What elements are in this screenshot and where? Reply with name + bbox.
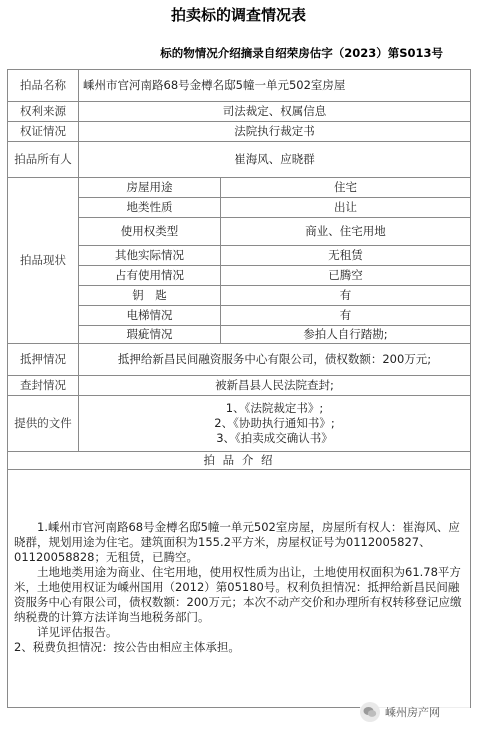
status-label: 拍品现状 xyxy=(8,178,79,344)
source-watermark xyxy=(360,699,470,725)
report-reference: 标的物情况介绍摘录自绍荣房估字（2023）第S013号 xyxy=(160,46,443,60)
rights-cert-label: 权证情况 xyxy=(8,122,79,142)
table-row xyxy=(8,122,471,142)
table-row xyxy=(8,452,471,470)
table-row xyxy=(8,396,471,452)
table-row xyxy=(8,470,471,708)
status-key: 电梯情况 xyxy=(79,306,221,326)
document-item: 2、《协助执行通知书》; xyxy=(214,416,335,430)
status-key: 钥 匙 xyxy=(79,286,221,306)
item-name-label: 拍品名称 xyxy=(8,70,79,102)
seizure-value: 被新昌县人民法院查封; xyxy=(79,376,471,396)
owner-value: 崔海风、应晓群 xyxy=(79,142,471,178)
status-key: 占有使用情况 xyxy=(79,266,221,286)
status-key: 地类性质 xyxy=(79,198,221,218)
status-value: 有 xyxy=(221,286,471,306)
document-item: 1、《法院裁定书》; xyxy=(225,401,324,415)
documents-list xyxy=(79,396,471,452)
rights-source-label: 权利来源 xyxy=(8,102,79,122)
intro-paragraph: 详见评估报告。 xyxy=(37,625,118,639)
mortgage-label: 抵押情况 xyxy=(8,344,79,376)
table-row xyxy=(8,376,471,396)
table-row xyxy=(8,102,471,122)
page-title: 拍卖标的调查情况表 xyxy=(170,6,306,24)
rights-source-value: 司法裁定、权属信息 xyxy=(79,102,471,122)
status-key: 使用权类型 xyxy=(79,218,221,246)
intro-paragraph: 1.嵊州市官河南路68号金樽名邸5幢一单元502室房屋，房屋所有权人：崔海风、应晓群，规划用途为住宅。建筑面积为155.2平方米，房屋权证号为0112005827、01120058828；无租赁，已腾空。 xyxy=(14,520,460,564)
tax-note: 2、税费负担情况：按公告由相应主体承担。 xyxy=(14,640,240,654)
item-name-value: 嵊州市官河南路68号金樽名邸5幢一单元502室房屋 xyxy=(79,70,471,102)
owner-label: 拍品所有人 xyxy=(8,142,79,178)
intro-heading: 拍 品 介 绍 xyxy=(8,452,471,470)
watermark-text: 嵊州房产网 xyxy=(385,706,440,719)
mortgage-value: 抵押给新昌民间融资服务中心有限公司，债权数额：200万元; xyxy=(79,344,471,376)
intro-paragraph: 土地地类用途为商业、住宅用地，使用权性质为出让，土地使用权面积为61.78平方米，土地使用权证为嵊州国用（2012）第05180号。权利负担情况：抵押给新昌民间融资服务中心有限公司，债权数额：200万元；本次不动产交价和办理所有权转移登记应缴纳税费的计算方法详询当地税务部门。 xyxy=(14,565,462,624)
wechat-icon xyxy=(360,702,380,722)
seizure-label: 查封情况 xyxy=(8,376,79,396)
table-row xyxy=(8,344,471,376)
status-value: 无租赁 xyxy=(221,246,471,266)
status-key: 房屋用途 xyxy=(79,178,221,198)
status-value: 已腾空 xyxy=(221,266,471,286)
status-value: 住宅 xyxy=(221,178,471,198)
survey-table xyxy=(7,69,471,708)
status-key: 其他实际情况 xyxy=(79,246,221,266)
documents-label: 提供的文件 xyxy=(8,396,79,452)
table-row xyxy=(8,142,471,178)
status-key: 瑕疵情况 xyxy=(79,326,221,344)
status-value: 有 xyxy=(221,306,471,326)
table-row xyxy=(8,70,471,102)
table-row xyxy=(8,178,471,198)
status-value: 出让 xyxy=(221,198,471,218)
rights-cert-value: 法院执行裁定书 xyxy=(79,122,471,142)
intro-body xyxy=(8,470,471,708)
document-item: 3、《拍卖成交确认书》 xyxy=(216,431,333,445)
status-value: 参拍人自行踏勘; xyxy=(221,326,471,344)
status-value: 商业、住宅用地 xyxy=(221,218,471,246)
